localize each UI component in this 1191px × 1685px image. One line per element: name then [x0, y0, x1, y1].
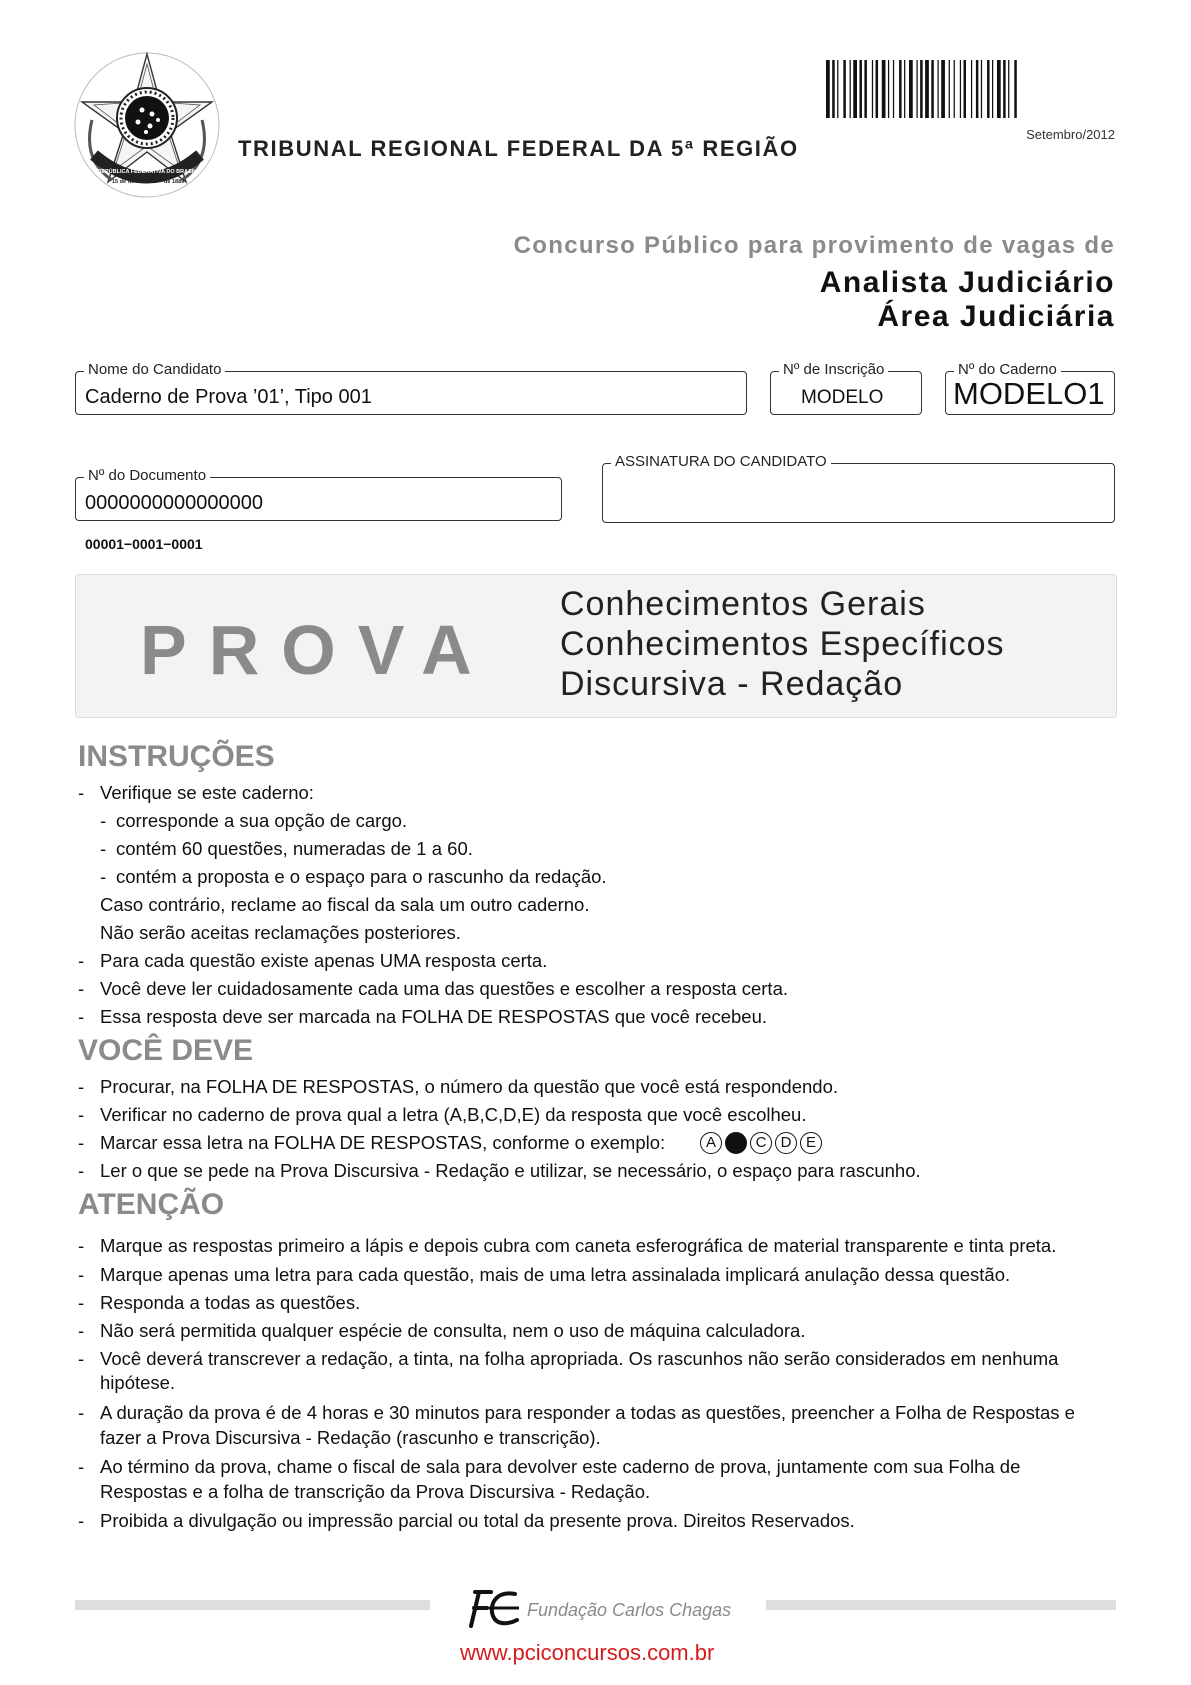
- barcode-bar: [938, 60, 939, 118]
- coat-ribbon-text: REPÚBLICA FEDERATIVA DO BRASIL: [97, 169, 197, 175]
- bullet-dash: -: [78, 1006, 85, 1027]
- atencao-text: Não será permitida qualquer espécie de consulta, nem o uso de máquina calculadora.: [100, 1320, 806, 1341]
- barcode-bar: [1014, 60, 1017, 118]
- footer-bar-right: [766, 1600, 1116, 1610]
- barcode-bar: [954, 60, 955, 118]
- bullet-dash: -: [100, 866, 107, 887]
- bullet-dash: -: [78, 1320, 85, 1341]
- barcode-bar: [981, 60, 982, 118]
- atencao-text: Responda a todas as questões.: [100, 1292, 361, 1313]
- voce-deve-text: Ler o que se pede na Prova Discursiva - Redação e utilizar, se necessário, o espaço para rascunho.: [100, 1160, 921, 1181]
- booklet-number-label: Nº do Caderno: [954, 361, 1061, 378]
- instruction-text: contém a proposta e o espaço para o rascunho da redação.: [116, 866, 607, 887]
- bullet-dash: -: [78, 1160, 85, 1181]
- bullet-dash: -: [78, 1456, 85, 1477]
- atencao-text: Ao término da prova, chame o fiscal de sala para devolver este caderno de prova, juntamente com sua Folha de: [100, 1456, 1021, 1477]
- coat-of-arms-seal: [72, 50, 222, 200]
- barcode-bar: [920, 60, 923, 118]
- atencao-text: Marque apenas uma letra para cada questão, mais de uma letra assinalada implicará anulação dessa questão.: [100, 1264, 1011, 1285]
- barcode-bar: [853, 60, 857, 118]
- subject-item: Conhecimentos Gerais: [560, 585, 926, 623]
- barcode-bar: [909, 60, 913, 118]
- fcc-logo: [465, 1586, 521, 1630]
- bullet-dash: -: [78, 1132, 85, 1153]
- booklet-number-value: MODELO1: [953, 376, 1105, 411]
- barcode: [826, 60, 1116, 118]
- booklet-number-field[interactable]: [945, 361, 1115, 415]
- barcode-bar: [987, 60, 990, 118]
- document-number-field[interactable]: [75, 467, 562, 521]
- barcode-bar: [832, 60, 835, 118]
- barcode-bar: [872, 60, 873, 118]
- barcode-bar: [931, 60, 934, 118]
- barcode-bar: [888, 60, 889, 118]
- bullet-dash: -: [78, 782, 85, 803]
- candidate-name-label: Nome do Candidato: [84, 361, 225, 378]
- bullet-dash: -: [100, 838, 107, 859]
- footer-bar-left: [75, 1600, 430, 1610]
- cargo-line-2: Área Judiciária: [877, 300, 1115, 333]
- bullet-dash: -: [78, 1510, 85, 1531]
- document-code: 00001−0001−0001: [85, 536, 203, 552]
- document-number-label: Nº do Documento: [84, 467, 210, 484]
- instruction-text: corresponde a sua opção de cargo.: [116, 810, 408, 831]
- document-number-value: 0000000000000000: [85, 492, 263, 514]
- bubble-d: D: [775, 1132, 797, 1154]
- instruction-text: Verifique se este caderno:: [100, 782, 314, 803]
- barcode-bar: [916, 60, 917, 118]
- barcode-bar: [1003, 60, 1006, 118]
- instruction-text: Caso contrário, reclame ao fiscal da sala um outro caderno.: [100, 894, 590, 915]
- bullet-dash: -: [78, 1402, 85, 1423]
- voce-deve-text: Verificar no caderno de prova qual a letra (A,B,C,D,E) da resposta que você escolheu.: [100, 1104, 807, 1125]
- barcode-bar: [997, 60, 1001, 118]
- signature-label: ASSINATURA DO CANDIDATO: [611, 453, 831, 470]
- barcode-bar: [843, 60, 846, 118]
- atencao-text: A duração da prova é de 4 horas e 30 minutos para responder a todas as questões, preencher a Folha de Respostas e: [100, 1402, 1075, 1423]
- barcode-bar: [882, 60, 886, 118]
- bubble-b-filled: [725, 1132, 747, 1154]
- bubble-a: A: [700, 1132, 722, 1154]
- instruction-text: Para cada questão existe apenas UMA resposta certa.: [100, 950, 548, 971]
- bullet-dash: -: [100, 810, 107, 831]
- barcode-bar: [971, 60, 972, 118]
- bubble-c: C: [750, 1132, 772, 1154]
- bullet-dash: -: [78, 1292, 85, 1313]
- barcode-bar: [876, 60, 879, 118]
- barcode-bar: [864, 60, 867, 118]
- signature-field[interactable]: [602, 453, 1115, 523]
- atencao-text: Você deverá transcrever a redação, a tinta, na folha apropriada. Os rascunhos não serão considerados em nenhuma: [100, 1348, 1059, 1369]
- footer-url-link[interactable]: www.pciconcursos.com.br: [460, 1640, 715, 1665]
- bullet-dash: -: [78, 1076, 85, 1097]
- instruction-text: Essa resposta deve ser marcada na FOLHA DE RESPOSTAS que você recebeu.: [100, 1006, 768, 1027]
- barcode-bar: [992, 60, 993, 118]
- instrucoes-title: INSTRUÇÕES: [78, 740, 275, 773]
- inscription-number-field[interactable]: [770, 361, 922, 415]
- inscription-number-label: Nº de Inscrição: [779, 361, 888, 378]
- bullet-dash: -: [78, 1348, 85, 1369]
- candidate-name-value: Caderno de Prova ’01’, Tipo 001: [85, 386, 372, 408]
- barcode-bar: [837, 60, 838, 118]
- institution-name: TRIBUNAL REGIONAL FEDERAL DA 5ª REGIÃO: [238, 136, 799, 161]
- footer-organization: Fundação Carlos Chagas: [527, 1600, 732, 1620]
- barcode-bar: [976, 60, 979, 118]
- coat-date-right: de 1889: [164, 179, 185, 185]
- instruction-text: Não serão aceitas reclamações posteriores.: [100, 922, 461, 943]
- barcode-bar: [925, 60, 929, 118]
- barcode-bar: [1008, 60, 1009, 118]
- barcode-bar: [949, 60, 950, 118]
- barcode-bar: [826, 60, 830, 118]
- subject-item: Conhecimentos Específicos: [560, 625, 1005, 663]
- atencao-text: Respostas e a folha de transcrição da Prova Discursiva - Redação.: [100, 1481, 651, 1502]
- barcode-bar: [899, 60, 902, 118]
- atencao-title: ATENÇÃO: [78, 1188, 225, 1221]
- bullet-dash: -: [78, 1264, 85, 1285]
- candidate-name-field[interactable]: [75, 361, 747, 415]
- atencao-text: fazer a Prova Discursiva - Redação (rascunho e transcrição).: [100, 1427, 601, 1448]
- barcode-bar: [941, 60, 945, 118]
- bullet-dash: -: [78, 1104, 85, 1125]
- instruction-text: contém 60 questões, numeradas de 1 a 60.: [116, 838, 473, 859]
- atencao-text: hipótese.: [100, 1372, 176, 1393]
- bullet-dash: -: [78, 950, 85, 971]
- prova-title: PROVA: [140, 611, 494, 689]
- subject-item: Discursiva - Redação: [560, 665, 904, 703]
- barcode-bar: [893, 60, 894, 118]
- atencao-text: Proibida a divulgação ou impressão parcial ou total da presente prova. Direitos Reservados.: [100, 1510, 855, 1531]
- voce-deve-text: Procurar, na FOLHA DE RESPOSTAS, o número da questão que você está respondendo.: [100, 1076, 839, 1097]
- prova-subjects: [560, 584, 1005, 704]
- exam-date: Setembro/2012: [1026, 127, 1115, 142]
- cargo-title: [820, 266, 1115, 334]
- instruction-text: Você deve ler cuidadosamente cada uma das questões e escolher a resposta certa.: [100, 978, 789, 999]
- barcode-bar: [964, 60, 967, 118]
- cargo-line-1: Analista Judiciário: [819, 266, 1115, 299]
- inscription-number-value: MODELO: [801, 387, 884, 408]
- atencao-text: Marque as respostas primeiro a lápis e depois cubra com caneta esferográfica de material transparente e tinta preta.: [100, 1235, 1057, 1256]
- barcode-bar: [859, 60, 862, 118]
- voce-deve-text: Marcar essa letra na FOLHA DE RESPOSTAS, conforme o exemplo:: [100, 1132, 666, 1153]
- bullet-dash: -: [78, 1235, 85, 1256]
- answer-example: [700, 1131, 825, 1154]
- coat-date-left: 15 de Novembro: [112, 179, 155, 185]
- bullet-dash: -: [78, 978, 85, 999]
- barcode-bar: [850, 60, 851, 118]
- barcode-bar: [960, 60, 961, 118]
- barcode-bar: [904, 60, 905, 118]
- concurso-title: Concurso Público para provimento de vagas de: [513, 232, 1115, 259]
- bubble-e: E: [800, 1132, 822, 1154]
- voce-deve-title: VOCÊ DEVE: [78, 1034, 254, 1067]
